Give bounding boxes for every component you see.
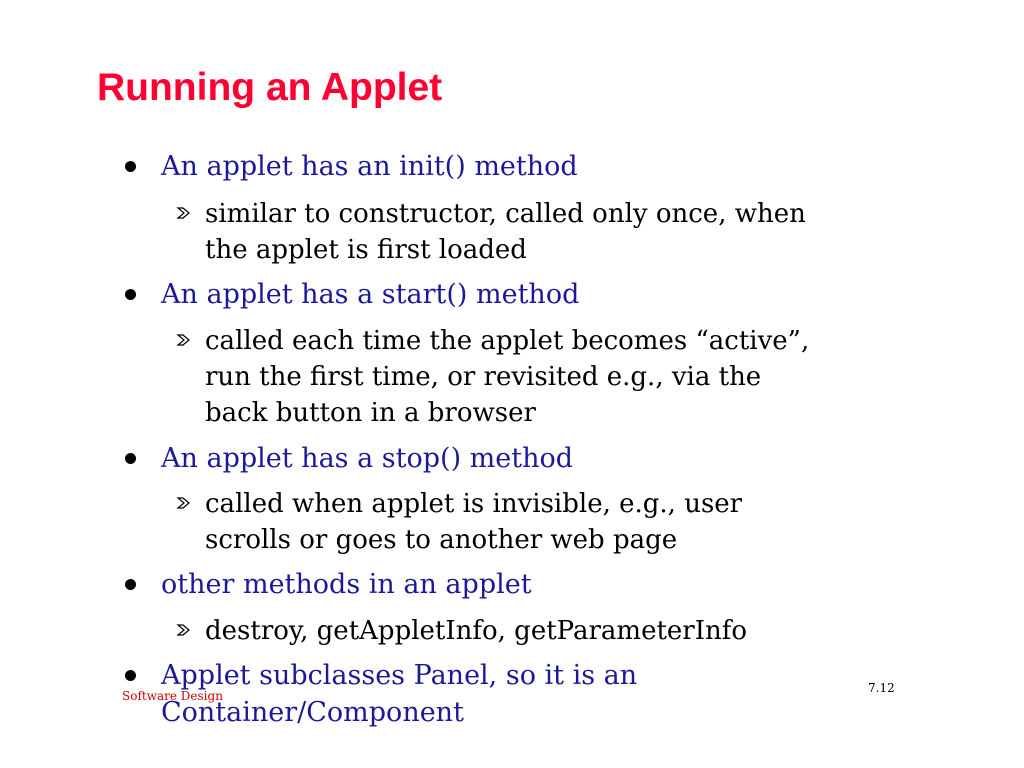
bullet-dot-icon [125,289,136,300]
slide-title: Running an Applet [97,66,443,109]
footer-slide-number: 7.12 [868,681,895,695]
bullet-dot-icon [125,670,136,681]
sub-bullet-text [205,486,935,558]
footer-course-name: Software Design [122,689,223,703]
sub-bullet-text [205,323,935,431]
bullet-text: An applet has an init() method [161,151,578,182]
sub-bullet-line: destroy, getAppletInfo, getParameterInfo [205,616,748,646]
chevron-arrow-icon [176,332,192,348]
sub-bullet-line: back button in a browser [205,398,536,428]
bullet-dot-icon [125,453,136,464]
sub-bullet-text [205,613,935,649]
sub-bullet-line: similar to constructor, called only once, when [205,199,806,229]
bullet-text [161,657,637,731]
sub-bullet-line: scrolls or goes to another web page [205,525,678,555]
bullet-text: An applet has a stop() method [161,443,574,474]
bullet-dot-icon [125,579,136,590]
sub-bullet-line: run the first time, or revisited e.g., via the [205,362,762,392]
sub-bullet-text [205,196,935,268]
chevron-arrow-icon [176,495,192,511]
bullet-text: An applet has a start() method [161,279,580,310]
bullet-text: other methods in an applet [161,569,532,600]
sub-bullet-line: the applet is first loaded [205,235,527,265]
bullet-dot-icon [125,161,136,172]
bullet-text-line: Container/Component [161,697,464,728]
sub-bullet-line: called each time the applet becomes “active”, [205,326,810,356]
sub-bullet-line: called when applet is invisible, e.g., user [205,489,743,519]
bullet-item [125,657,965,733]
bullet-text-line: Applet subclasses Panel, so it is an [161,660,638,691]
chevron-arrow-icon [176,205,192,221]
chevron-arrow-icon [176,622,192,638]
